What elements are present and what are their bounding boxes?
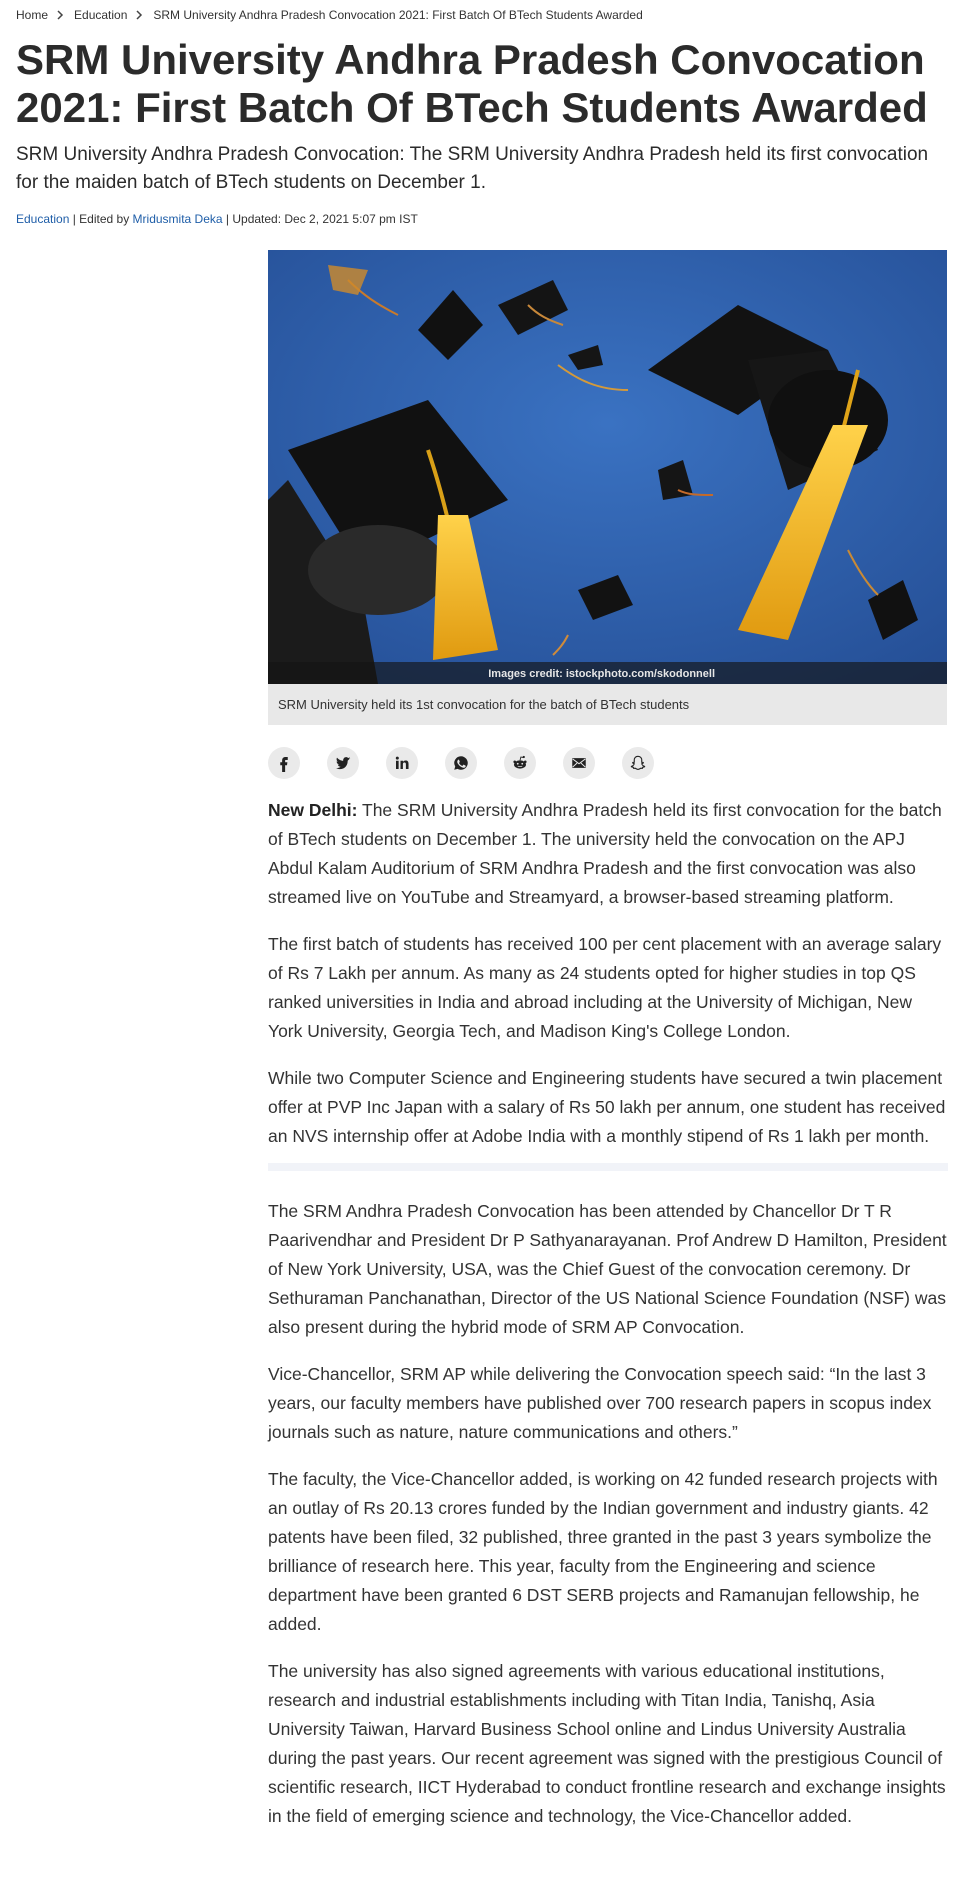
image-caption: SRM University held its 1st convocation for the batch of BTech students	[268, 684, 947, 725]
email-icon[interactable]	[563, 747, 595, 779]
category-link[interactable]: Education	[16, 212, 70, 226]
article-image	[268, 250, 947, 684]
twitter-icon[interactable]	[327, 747, 359, 779]
chevron-right-icon	[135, 10, 145, 20]
whatsapp-icon[interactable]	[445, 747, 477, 779]
updated-timestamp: | Updated: Dec 2, 2021 5:07 pm IST	[222, 212, 418, 226]
section-divider	[268, 1163, 948, 1171]
image-credit: Images credit: istockphoto.com/skodonnell	[488, 668, 715, 680]
article-paragraph: While two Computer Science and Engineering students have secured a twin placement offer at PVP Inc Japan with a salary of Rs 50 lakh per annum, one student has received an NVS internship offer at Adobe India with a monthly stipend of Rs 1 lakh per month.	[268, 1068, 946, 1146]
article-subtitle: SRM University Andhra Pradesh Convocation: The SRM University Andhra Pradesh held its first convocation for the maiden batch of BTech students on December 1.	[16, 144, 929, 193]
breadcrumb-education[interactable]: Education	[74, 8, 128, 22]
dateline: New Delhi:	[268, 800, 358, 820]
breadcrumb	[16, 8, 643, 22]
linkedin-icon[interactable]	[386, 747, 418, 779]
article-figure	[268, 250, 947, 725]
author-link[interactable]: Mridusmita Deka	[132, 212, 223, 226]
article-paragraph: The university has also signed agreements with various educational institutions, research and industrial establishments including with Titan India, Tanishq, Asia University Taiwan, Harvard Business School online and Lindus University Australia during the past years. Our recent agreement was signed with the prestigious Council of scientific research, IICT Hyderabad to conduct frontline research and exchange insights in the field of emerging science and technology, the Vice-Chancellor added.	[268, 1661, 946, 1826]
graduation-caps-illustration	[268, 250, 947, 684]
chevron-right-icon	[56, 10, 66, 20]
article-paragraph	[268, 796, 948, 912]
reddit-icon[interactable]	[504, 747, 536, 779]
article-meta	[16, 212, 418, 226]
snapchat-icon[interactable]	[622, 747, 654, 779]
article-paragraph: The faculty, the Vice-Chancellor added, is working on 42 funded research projects with an outlay of Rs 20.13 crores funded by the Indian government and industry giants. 42 patents have been filed, 32 published, three granted in the past 3 years symbolize the brilliance of research here. This year, faculty from the Engineering and science department have been granted 6 DST SERB projects and Ramanujan fellowship, he added.	[268, 1469, 938, 1634]
article-paragraph: The SRM Andhra Pradesh Convocation has been attended by Chancellor Dr T R Paarivendhar and President Dr P Sathyanarayanan. Prof Andrew D Hamilton, President of New York University, USA, was the Chief Guest of the convocation ceremony. Dr Sethuraman Panchanathan, Director of the US National Science Foundation (NSF) was also present during the hybrid mode of SRM AP Convocation.	[268, 1201, 947, 1337]
paragraph-text: The SRM University Andhra Pradesh held its first convocation for the batch of BTech students on December 1. The university held the convocation on the APJ Abdul Kalam Auditorium of SRM Andhra Pradesh and the first convocation was also streamed live on YouTube and Streamyard, a browser-based streaming platform.	[268, 800, 942, 907]
article-body	[268, 796, 948, 1849]
article-paragraph: Vice-Chancellor, SRM AP while delivering the Convocation speech said: “In the last 3 years, our faculty members have published over 700 research papers in scopus index journals such as nature, nature communications and others.”	[268, 1364, 932, 1442]
edited-by-label: | Edited by	[69, 212, 133, 226]
breadcrumb-current: SRM University Andhra Pradesh Convocation 2021: First Batch Of BTech Students Awarded	[153, 8, 643, 22]
page-title: SRM University Andhra Pradesh Convocation 2021: First Batch Of BTech Students Awarded	[16, 36, 928, 131]
share-bar	[268, 747, 654, 779]
facebook-icon[interactable]	[268, 747, 300, 779]
article-paragraph: The first batch of students has received 100 per cent placement with an average salary of Rs 7 Lakh per annum. As many as 24 students opted for higher studies in top QS ranked universities in India and abroad including at the University of Michigan, New York University, Georgia Tech, and Madison King's College London.	[268, 934, 942, 1041]
breadcrumb-home[interactable]: Home	[16, 8, 49, 22]
